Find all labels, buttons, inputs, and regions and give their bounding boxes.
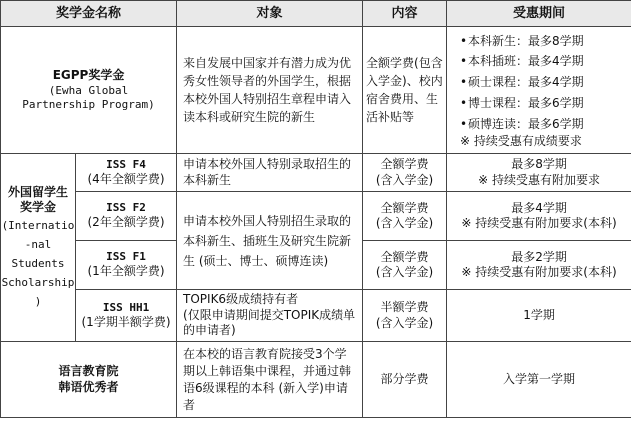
iss-group-en-1: (Internatio	[1, 218, 75, 232]
egpp-name-en-2: Partnership Program)	[22, 97, 155, 111]
iss-f4-content	[363, 154, 447, 192]
iss-f4-period-1: 最多8学期	[511, 157, 567, 171]
egpp-name-en-1: (Ewha Global	[48, 83, 129, 97]
lang-target	[177, 342, 363, 418]
iss-f2f1-target	[177, 192, 363, 290]
iss-f4-name: ISS F4	[106, 157, 146, 171]
iss-group-name-2: 奖学金	[19, 200, 56, 214]
header-target: 对象	[177, 1, 363, 27]
lang-name-cell	[1, 342, 177, 418]
iss-hh1-target	[177, 290, 363, 342]
egpp-content-text: 全额学费(包含入学金)、校内宿舍费用、生活补贴等	[366, 56, 443, 124]
iss-f2-name-cell	[76, 192, 177, 241]
iss-hh1-target-1: TOPIK6级成绩持有者	[183, 292, 299, 307]
iss-f1-content-1: 全额学费	[380, 249, 429, 264]
iss-f1-content-2: (含入学金)	[375, 265, 434, 279]
iss-f4-sub: (4年全额学费)	[87, 171, 165, 186]
row-language	[1, 342, 631, 418]
iss-f2-period-1: 最多4学期	[511, 200, 567, 215]
lang-content: 部分学费	[363, 342, 447, 418]
row-iss-hh1	[1, 290, 631, 342]
iss-hh1-name: ISS HH1	[102, 300, 150, 314]
iss-f2-content-2: (含入学金)	[375, 216, 434, 230]
egpp-period-list	[450, 31, 628, 135]
iss-f2-sub: (2年全额学费)	[87, 215, 165, 230]
iss-f2-content-1: 全额学费	[380, 200, 429, 215]
iss-f1-period	[447, 241, 631, 290]
iss-f1-period-1: 最多2学期	[511, 249, 567, 264]
egpp-period-item: • 硕博连读：最多6学期	[460, 114, 628, 135]
egpp-name-cell	[1, 27, 177, 154]
iss-f1-sub: (1年全额学费)	[87, 264, 165, 279]
iss-f2-period	[447, 192, 631, 241]
row-iss-f4	[1, 154, 631, 192]
iss-f4-target	[177, 154, 363, 192]
iss-group-cell	[1, 154, 76, 342]
lang-name-2: 韩语优秀者	[58, 379, 119, 394]
egpp-period-item: • 本科新生：最多8学期	[460, 31, 628, 52]
lang-name-1: 语言教育院	[58, 364, 119, 378]
egpp-name: EGPP奖学金	[52, 68, 125, 83]
iss-f1-content	[363, 241, 447, 290]
iss-f2-period-2: ※ 持续受惠有附加要求(本科)	[461, 216, 617, 230]
iss-group-en-4: Scholarship	[1, 275, 75, 289]
egpp-target-text: 来自发展中国家并有潜力成为优秀女性领导者的外国学生，根据本校外国人特别招生章程申请入读本科或研究生院的新生	[183, 56, 352, 124]
iss-f4-period-2: ※ 持续受惠有附加要求	[478, 172, 600, 187]
row-egpp	[1, 27, 631, 154]
iss-hh1-content-2: (含入学金)	[375, 315, 434, 330]
egpp-period-item: • 本科插班：最多4学期	[460, 51, 628, 72]
iss-f4-name-cell	[76, 154, 177, 192]
iss-hh1-content	[363, 290, 447, 342]
header-name: 奖学金名称	[1, 1, 177, 27]
iss-f4-content-1: 全额学费	[380, 157, 429, 171]
iss-group-name-1: 外国留学生	[7, 184, 68, 199]
iss-group-en-3: Students	[11, 256, 65, 270]
iss-group-en-5: )	[34, 294, 42, 308]
iss-hh1-content-1: 半额学费	[380, 300, 429, 314]
iss-f4-target-text: 申请本校外国人特别录取招生的本科新生	[183, 157, 352, 187]
iss-hh1-target-2: (仅限申请期间提交TOPIK成绩单的申请者)	[183, 307, 356, 338]
iss-hh1-name-cell	[76, 290, 177, 342]
egpp-period-item: • 博士课程：最多6学期	[460, 93, 628, 114]
iss-f4-period	[447, 154, 631, 192]
iss-f1-name-cell	[76, 241, 177, 290]
iss-f2-content	[363, 192, 447, 241]
iss-group-en-2: -nal	[24, 237, 52, 251]
egpp-period	[447, 27, 631, 154]
iss-hh1-period: 1学期	[447, 290, 631, 342]
egpp-target	[177, 27, 363, 154]
iss-f1-period-2: ※ 持续受惠有附加要求(本科)	[461, 265, 617, 279]
iss-hh1-sub: (1学期半额学费)	[81, 314, 171, 329]
header-content: 内容	[363, 1, 447, 27]
row-iss-f2	[1, 192, 631, 241]
egpp-note: ※ 持续受惠有成绩要求	[460, 134, 582, 149]
iss-f2-name: ISS F2	[106, 201, 146, 215]
iss-f1-name: ISS F1	[106, 250, 146, 264]
iss-f2f1-target-text: 申请本校外国人特别招生录取的本科新生、插班生及研究生院新生 (硕士、博士、硕博连读)	[183, 213, 352, 268]
iss-f4-content-2: (含入学金)	[375, 172, 434, 187]
header-period: 受惠期间	[447, 1, 631, 27]
lang-target-text: 在本校的语言教育院接受3个学期以上韩语集中课程，并通过韩语6级课程的本科 (新入学)申请者	[183, 346, 352, 412]
lang-period: 入学第一学期	[447, 342, 631, 418]
header-row	[1, 1, 631, 27]
egpp-content	[363, 27, 447, 154]
egpp-period-item: • 硕士课程：最多4学期	[460, 72, 628, 93]
